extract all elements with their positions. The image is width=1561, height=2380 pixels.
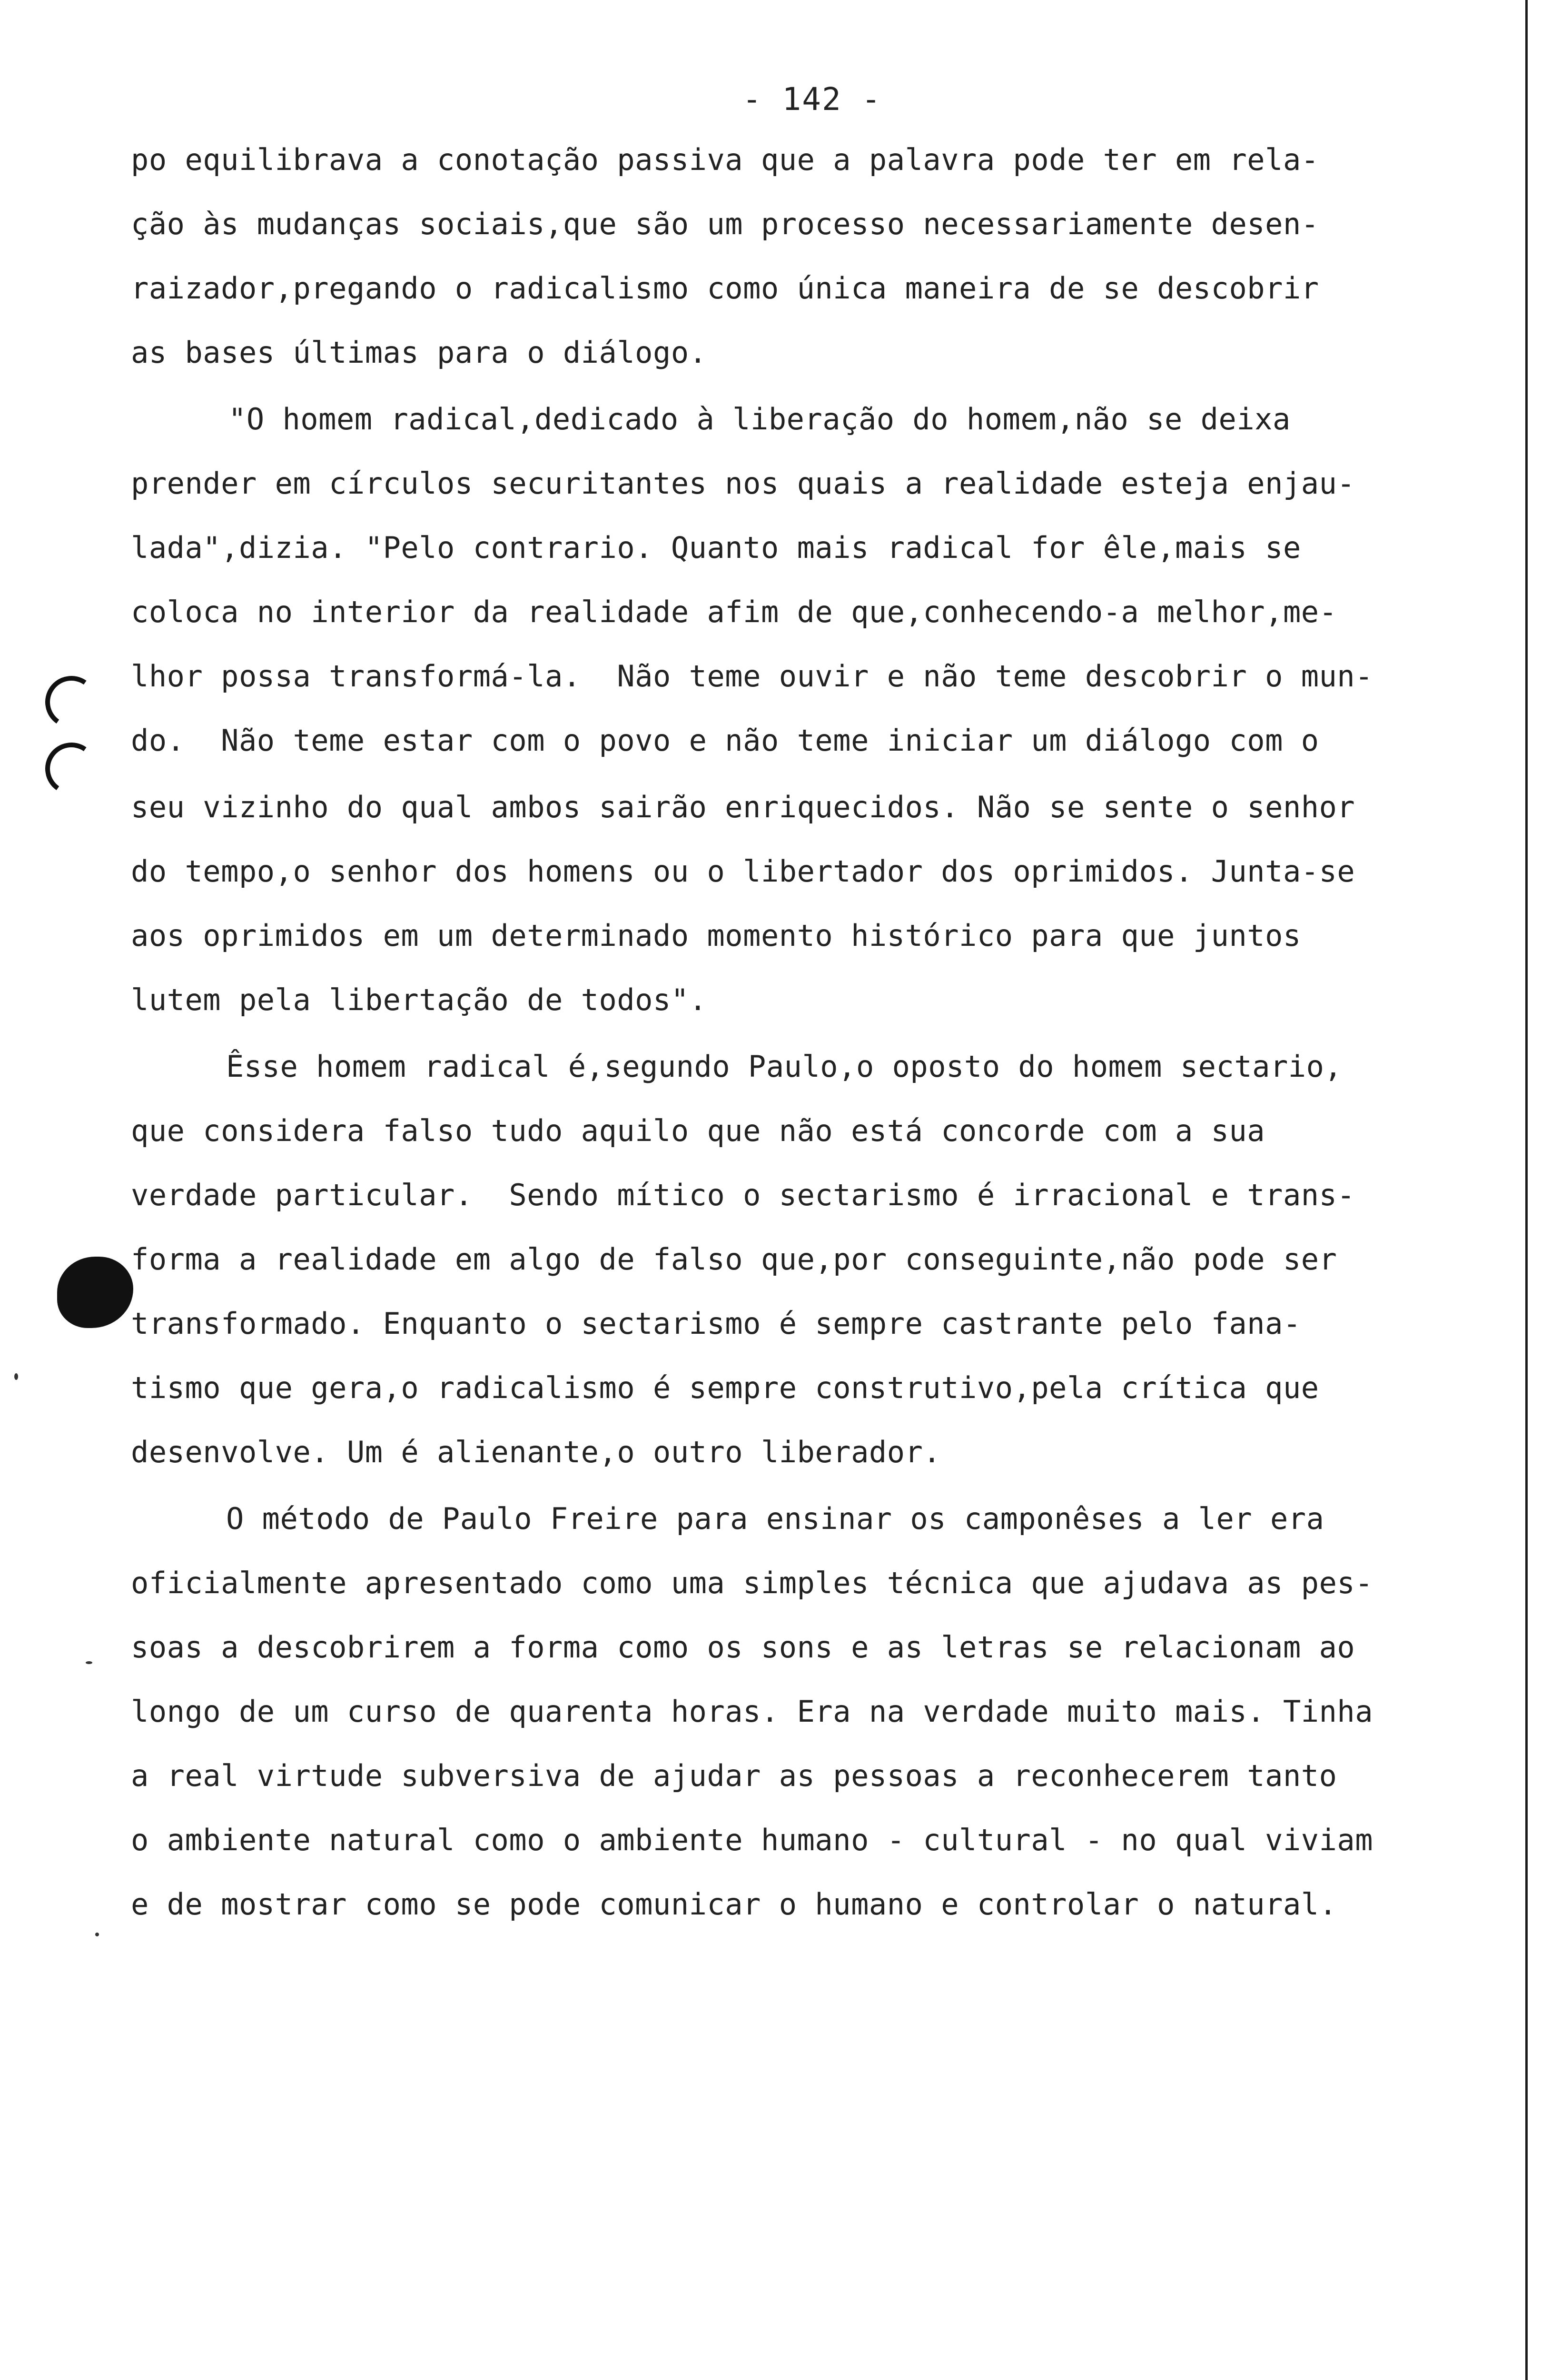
text-line: coloca no interior da realidade afim de que,conhecendo-a melhor,me- xyxy=(131,595,1337,629)
text-line: o ambiente natural como o ambiente humano - cultural - no qual viviam xyxy=(131,1823,1373,1857)
text-line: forma a realidade em algo de falso que,por conseguinte,não pode ser xyxy=(131,1242,1337,1277)
text-line: lada",dizia. "Pelo contrario. Quanto mais radical for êle,mais se xyxy=(131,530,1301,565)
text-line: ção às mudanças sociais,que são um processo necessariamente desen- xyxy=(131,207,1319,241)
punch-hole-mark xyxy=(41,738,101,799)
text-line: verdade particular. Sendo mítico o sectarismo é irracional e trans- xyxy=(131,1178,1355,1212)
text-line: a real virtude subversiva de ajudar as pessoas a reconhecerem tanto xyxy=(131,1758,1337,1793)
text-line: e de mostrar como se pode comunicar o humano e controlar o natural. xyxy=(131,1887,1337,1922)
page-number: - 142 - xyxy=(742,81,882,118)
text-line: soas a descobrirem a forma como os sons e as letras se relacionam ao xyxy=(131,1630,1355,1665)
ink-speck xyxy=(86,1661,92,1664)
text-line: longo de um curso de quarenta horas. Era na verdade muito mais. Tinha xyxy=(131,1694,1373,1729)
ink-blot xyxy=(57,1257,133,1328)
text-line: do. Não teme estar com o povo e não teme iniciar um diálogo com o xyxy=(131,723,1319,758)
text-line: tismo que gera,o radicalismo é sempre construtivo,pela crítica que xyxy=(131,1370,1319,1405)
text-line: O método de Paulo Freire para ensinar os camponêses a ler era xyxy=(226,1501,1324,1536)
text-line: aos oprimidos em um determinado momento histórico para que juntos xyxy=(131,918,1301,953)
text-line: seu vizinho do qual ambos sairão enriquecidos. Não se sente o senhor xyxy=(131,790,1355,824)
text-line: lhor possa transformá-la. Não teme ouvir e não teme descobrir o mun- xyxy=(131,659,1373,694)
text-line: do tempo,o senhor dos homens ou o libertador dos oprimidos. Junta-se xyxy=(131,854,1355,889)
text-line: desenvolve. Um é alienante,o outro liberador. xyxy=(131,1435,941,1469)
punch-hole-mark xyxy=(41,672,101,732)
text-line: transformado. Enquanto o sectarismo é sempre castrante pelo fana- xyxy=(131,1306,1301,1341)
text-line: prender em círculos securitantes nos quais a realidade esteja enjau- xyxy=(131,466,1355,501)
text-line: "O homem radical,dedicado à liberação do homem,não se deixa xyxy=(228,402,1291,436)
text-line: raizador,pregando o radicalismo como única maneira de se descobrir xyxy=(131,271,1319,306)
text-line: que considera falso tudo aquilo que não está concorde com a sua xyxy=(131,1113,1265,1148)
page-edge-rule xyxy=(1525,0,1528,2380)
text-line: lutem pela libertação de todos". xyxy=(131,982,707,1017)
ink-speck xyxy=(95,1933,99,1936)
text-line: oficialmente apresentado como uma simples técnica que ajudava as pes- xyxy=(131,1566,1373,1600)
text-line: Êsse homem radical é,segundo Paulo,o oposto do homem sectario, xyxy=(226,1049,1343,1084)
text-line: po equilibrava a conotação passiva que a palavra pode ter em rela- xyxy=(131,142,1319,177)
text-line: as bases últimas para o diálogo. xyxy=(131,335,707,370)
ink-speck xyxy=(14,1373,18,1380)
